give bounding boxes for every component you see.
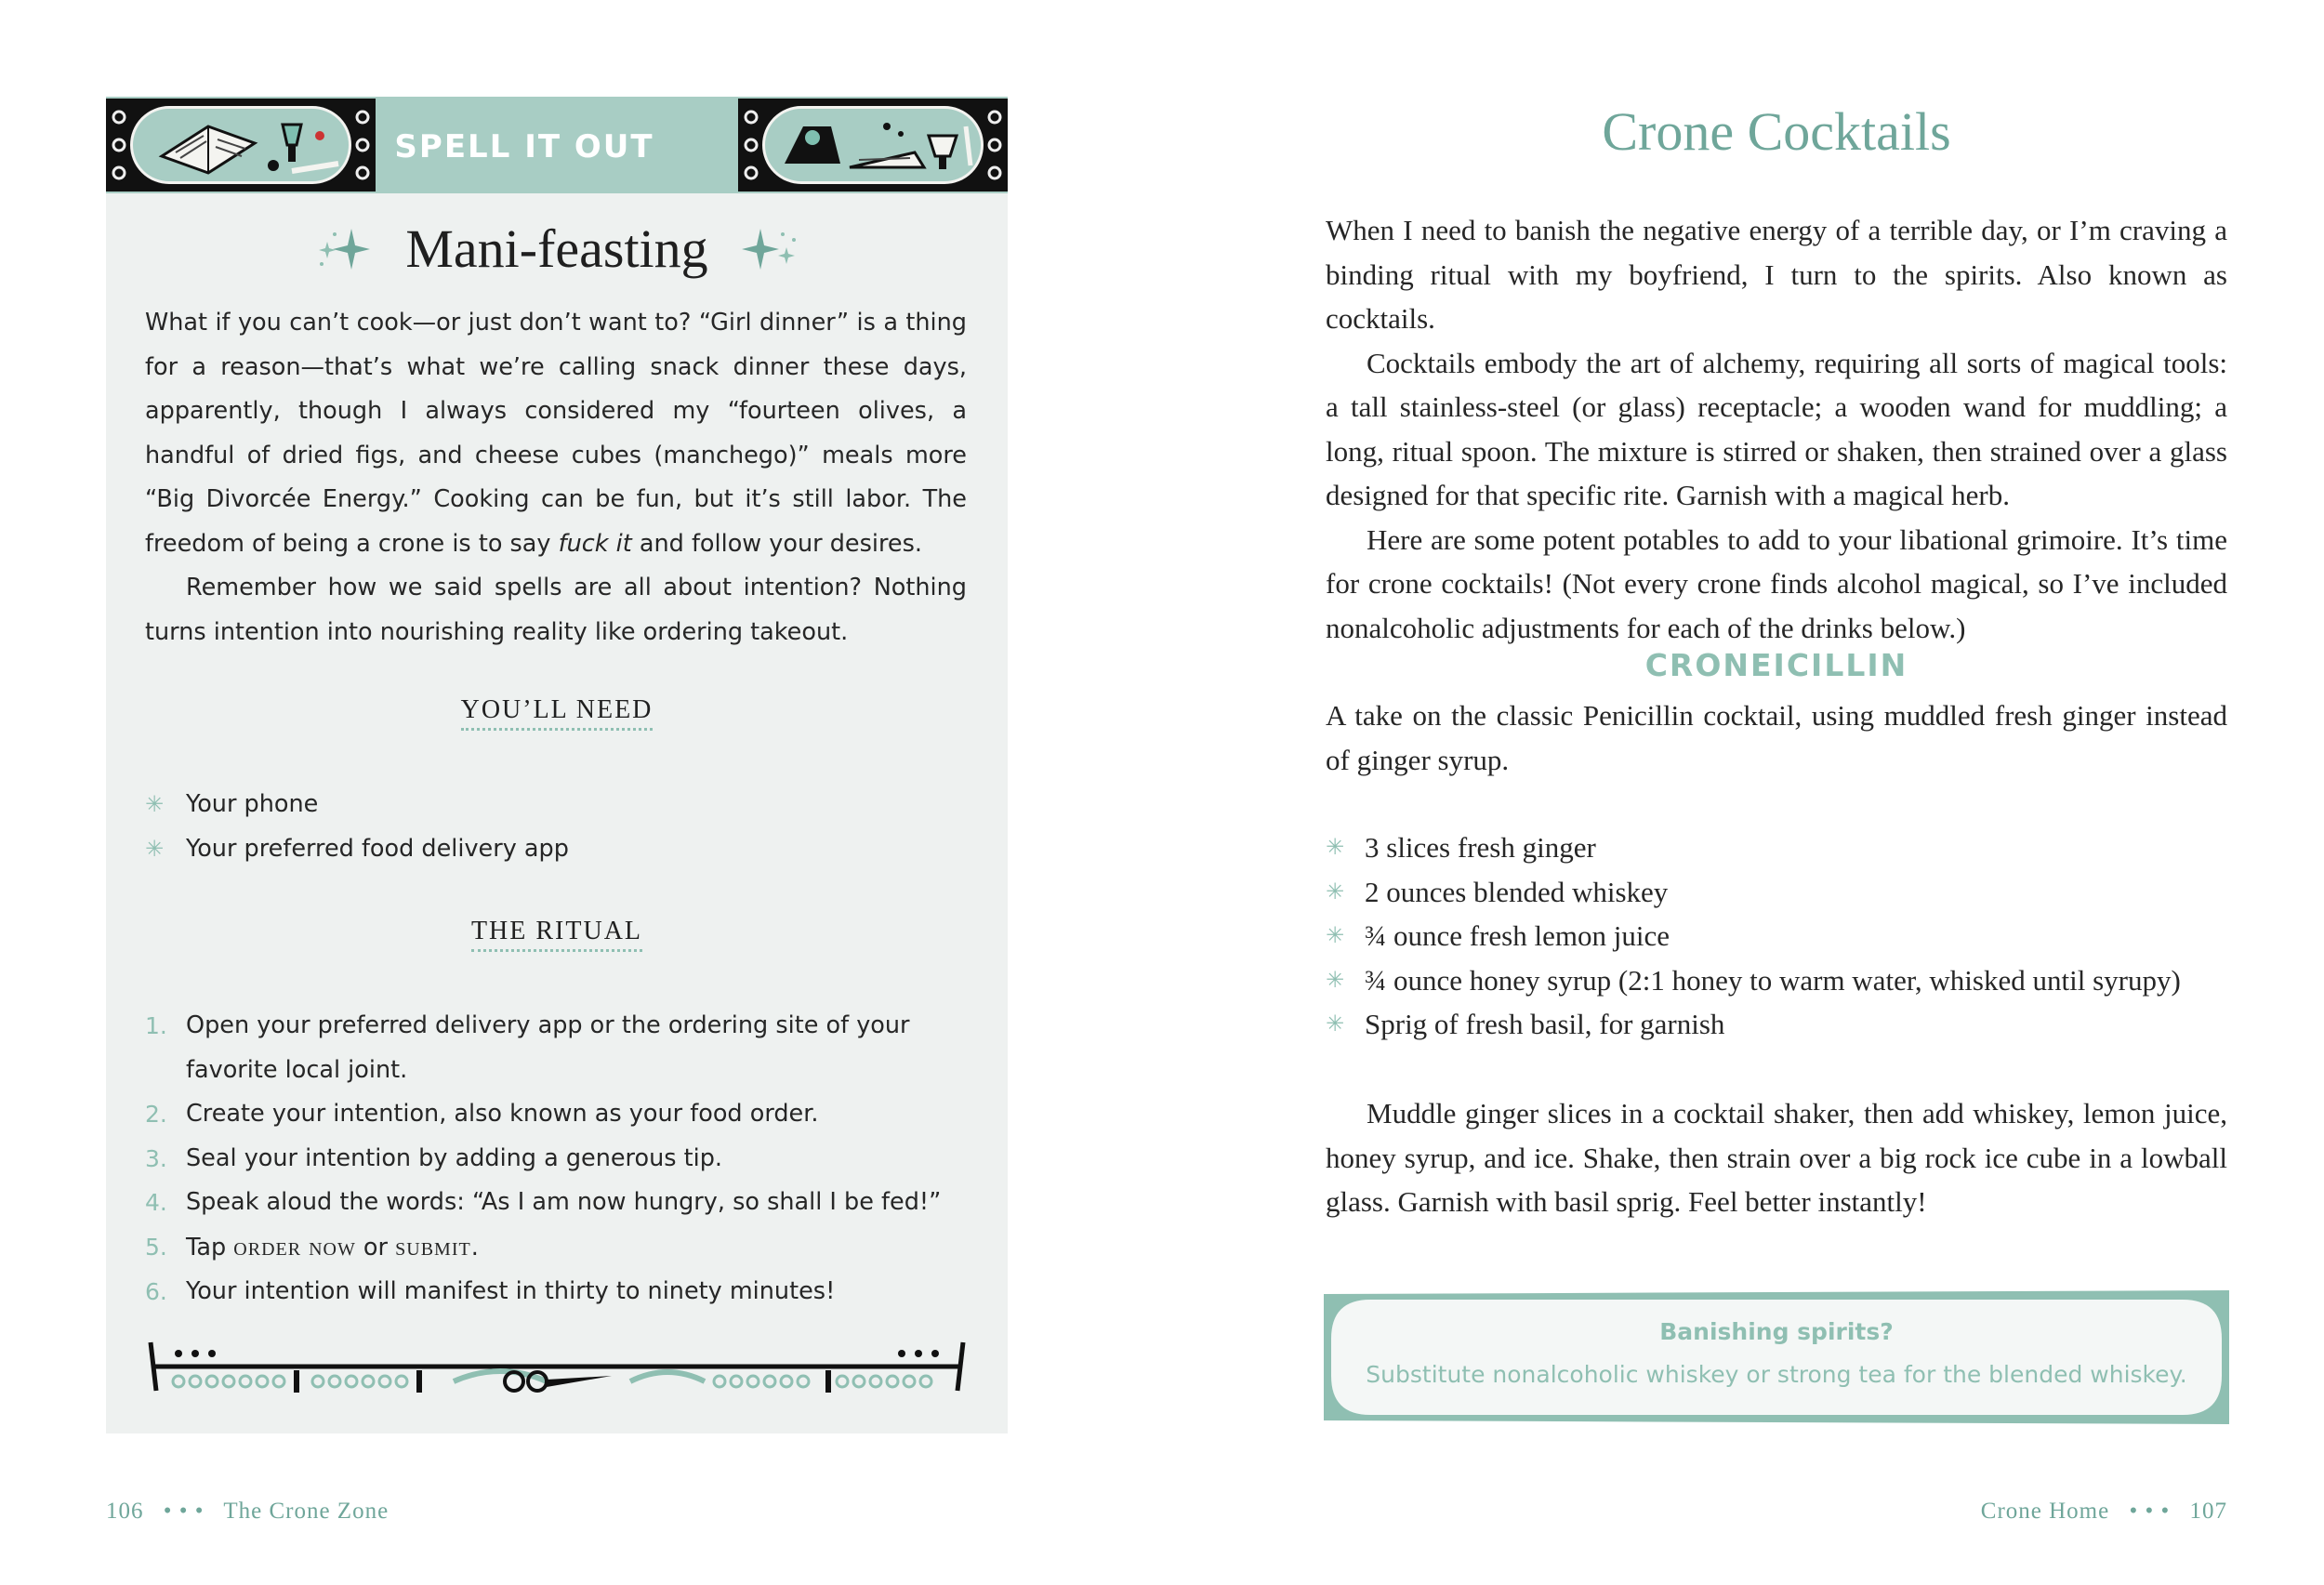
asterisk-bullet-icon: ✳ (145, 835, 165, 862)
list-item: ✳ Your phone (145, 783, 982, 827)
spell-title: Mani-feasting (405, 218, 708, 279)
right-page-folio (1981, 1499, 2227, 1525)
scissors-ornament-icon (147, 1333, 967, 1398)
list-item: 5. Tap order now or submit. (145, 1232, 479, 1261)
potion-illustration-icon (738, 99, 1008, 192)
list-item: 6. Your intention will manifest in thirty to ninety minutes! (145, 1277, 836, 1305)
asterisk-bullet-icon: ✳ (1326, 1010, 1345, 1037)
page-number: 107 (2189, 1499, 2227, 1524)
list-item: ✳ 3 slices fresh ginger (1326, 826, 2227, 870)
cocktail-intro (1326, 208, 2227, 650)
asterisk-bullet-icon: ✳ (1326, 834, 1345, 860)
list-item: ✳ ¾ ounce honey syrup (2:1 honey to warm water, whisked until syrupy) (1326, 958, 2227, 1003)
folio-dots: • • • (163, 1499, 205, 1524)
asterisk-bullet-icon: ✳ (1326, 922, 1345, 948)
intro-paragraph-3: Here are some potent potables to add to your libational grimoire. It’s time for crone cocktails! (Not every crone finds alcohol magical, so I’ve included nonalcoholic adjustments for each of the drinks below.) (1326, 522, 2227, 644)
intro-paragraph-1: When I need to banish the negative energy of a terrible day, or I’m craving a binding ritual with my boyfriend, I turn to the spirits. Also known as cocktails. (1326, 214, 2227, 335)
ingredients-list (1326, 826, 2227, 1047)
banner-title: SPELL IT OUT (394, 128, 654, 165)
book-illustration-icon (106, 99, 376, 192)
left-page-folio (106, 1499, 389, 1525)
spell-sidebar (106, 97, 1008, 1433)
list-item: ✳ Sprig of fresh basil, for garnish (1326, 1002, 2227, 1047)
ritual-steps (145, 1004, 982, 1314)
section-title: The Crone Zone (223, 1499, 390, 1524)
asterisk-bullet-icon: ✳ (145, 791, 165, 817)
section-title: Crone Home (1980, 1499, 2110, 1524)
list-item: 2. Create your intention, also known as your food order. (145, 1100, 819, 1128)
asterisk-bullet-icon: ✳ (1326, 966, 1345, 993)
asterisk-bullet-icon: ✳ (1326, 878, 1345, 905)
spell-banner (106, 97, 1008, 193)
spell-title-row (106, 218, 1008, 292)
emphasis-text: fuck it (558, 529, 632, 558)
page-number: 106 (106, 1499, 144, 1524)
list-item: ✳ Your preferred food delivery app (145, 827, 982, 872)
recipe-title: CRONEICILLIN (1644, 647, 1908, 683)
ritual-heading: THE RITUAL (106, 917, 1008, 946)
tip-box (1324, 1288, 2229, 1426)
page-title: Crone Cocktails (1602, 101, 1951, 162)
needs-list (145, 783, 982, 871)
tip-body: Substitute nonalcoholic whiskey or strong tea for the blended whiskey. (1366, 1361, 2187, 1388)
intro-paragraph-2: Cocktails embody the art of alchemy, requiring all sorts of magical tools: a tall stainless-steel (or glass) receptacle; a wooden wand for muddling; a long, ritual spoon. The mixture is stirred or shaken, then strained over a glass designed for that specific rite. Garnish with a magical herb. (1326, 346, 2227, 511)
recipe-method: Muddle ginger slices in a cocktail shaker, then add whiskey, lemon juice, honey syrup, and ice. Shake, then strain over a big rock ice cube in a lowball glass. Garnish with basil sprig. Feel better instantly! (1326, 1097, 2227, 1218)
list-item: ✳ ¾ ounce fresh lemon juice (1326, 914, 2227, 958)
intro-paragraph-1: What if you can’t cook—or just don’t want to? “Girl dinner” is a thing for a reason—that’s what we’re calling snack dinner these days, apparently, though I always considered my “fourteen olives, a handful of dried figs, and cheese cubes (manchego)” meals more “Big Divorcée Energy.” Cooking can be fun, but it’s still labor. The freedom of being a crone is to say fuck it and follow your desires. (145, 309, 967, 558)
recipe-intro: A take on the classic Penicillin cocktail, using muddled fresh ginger instead of ginger syrup. (1326, 699, 2227, 776)
list-item: 3. Seal your intention by adding a generous tip. (145, 1143, 723, 1172)
list-item: 1. Open your preferred delivery app or the ordering site of your favorite local joint. (145, 1011, 910, 1084)
spell-intro (145, 301, 967, 654)
youll-need-heading: YOU’LL NEED (106, 695, 1008, 725)
list-item: 4. Speak aloud the words: “As I am now hungry, so shall I be fed!” (145, 1188, 942, 1216)
list-item: ✳ 2 ounces blended whiskey (1326, 870, 2227, 915)
sparkle-icon (314, 223, 374, 275)
sparkle-icon (740, 223, 799, 275)
folio-dots: • • • (2129, 1499, 2171, 1524)
tip-heading: Banishing spirits? (1659, 1318, 1894, 1345)
intro-paragraph-2: Remember how we said spells are all about intention? Nothing turns intention into nourishing reality like ordering takeout. (145, 574, 967, 646)
